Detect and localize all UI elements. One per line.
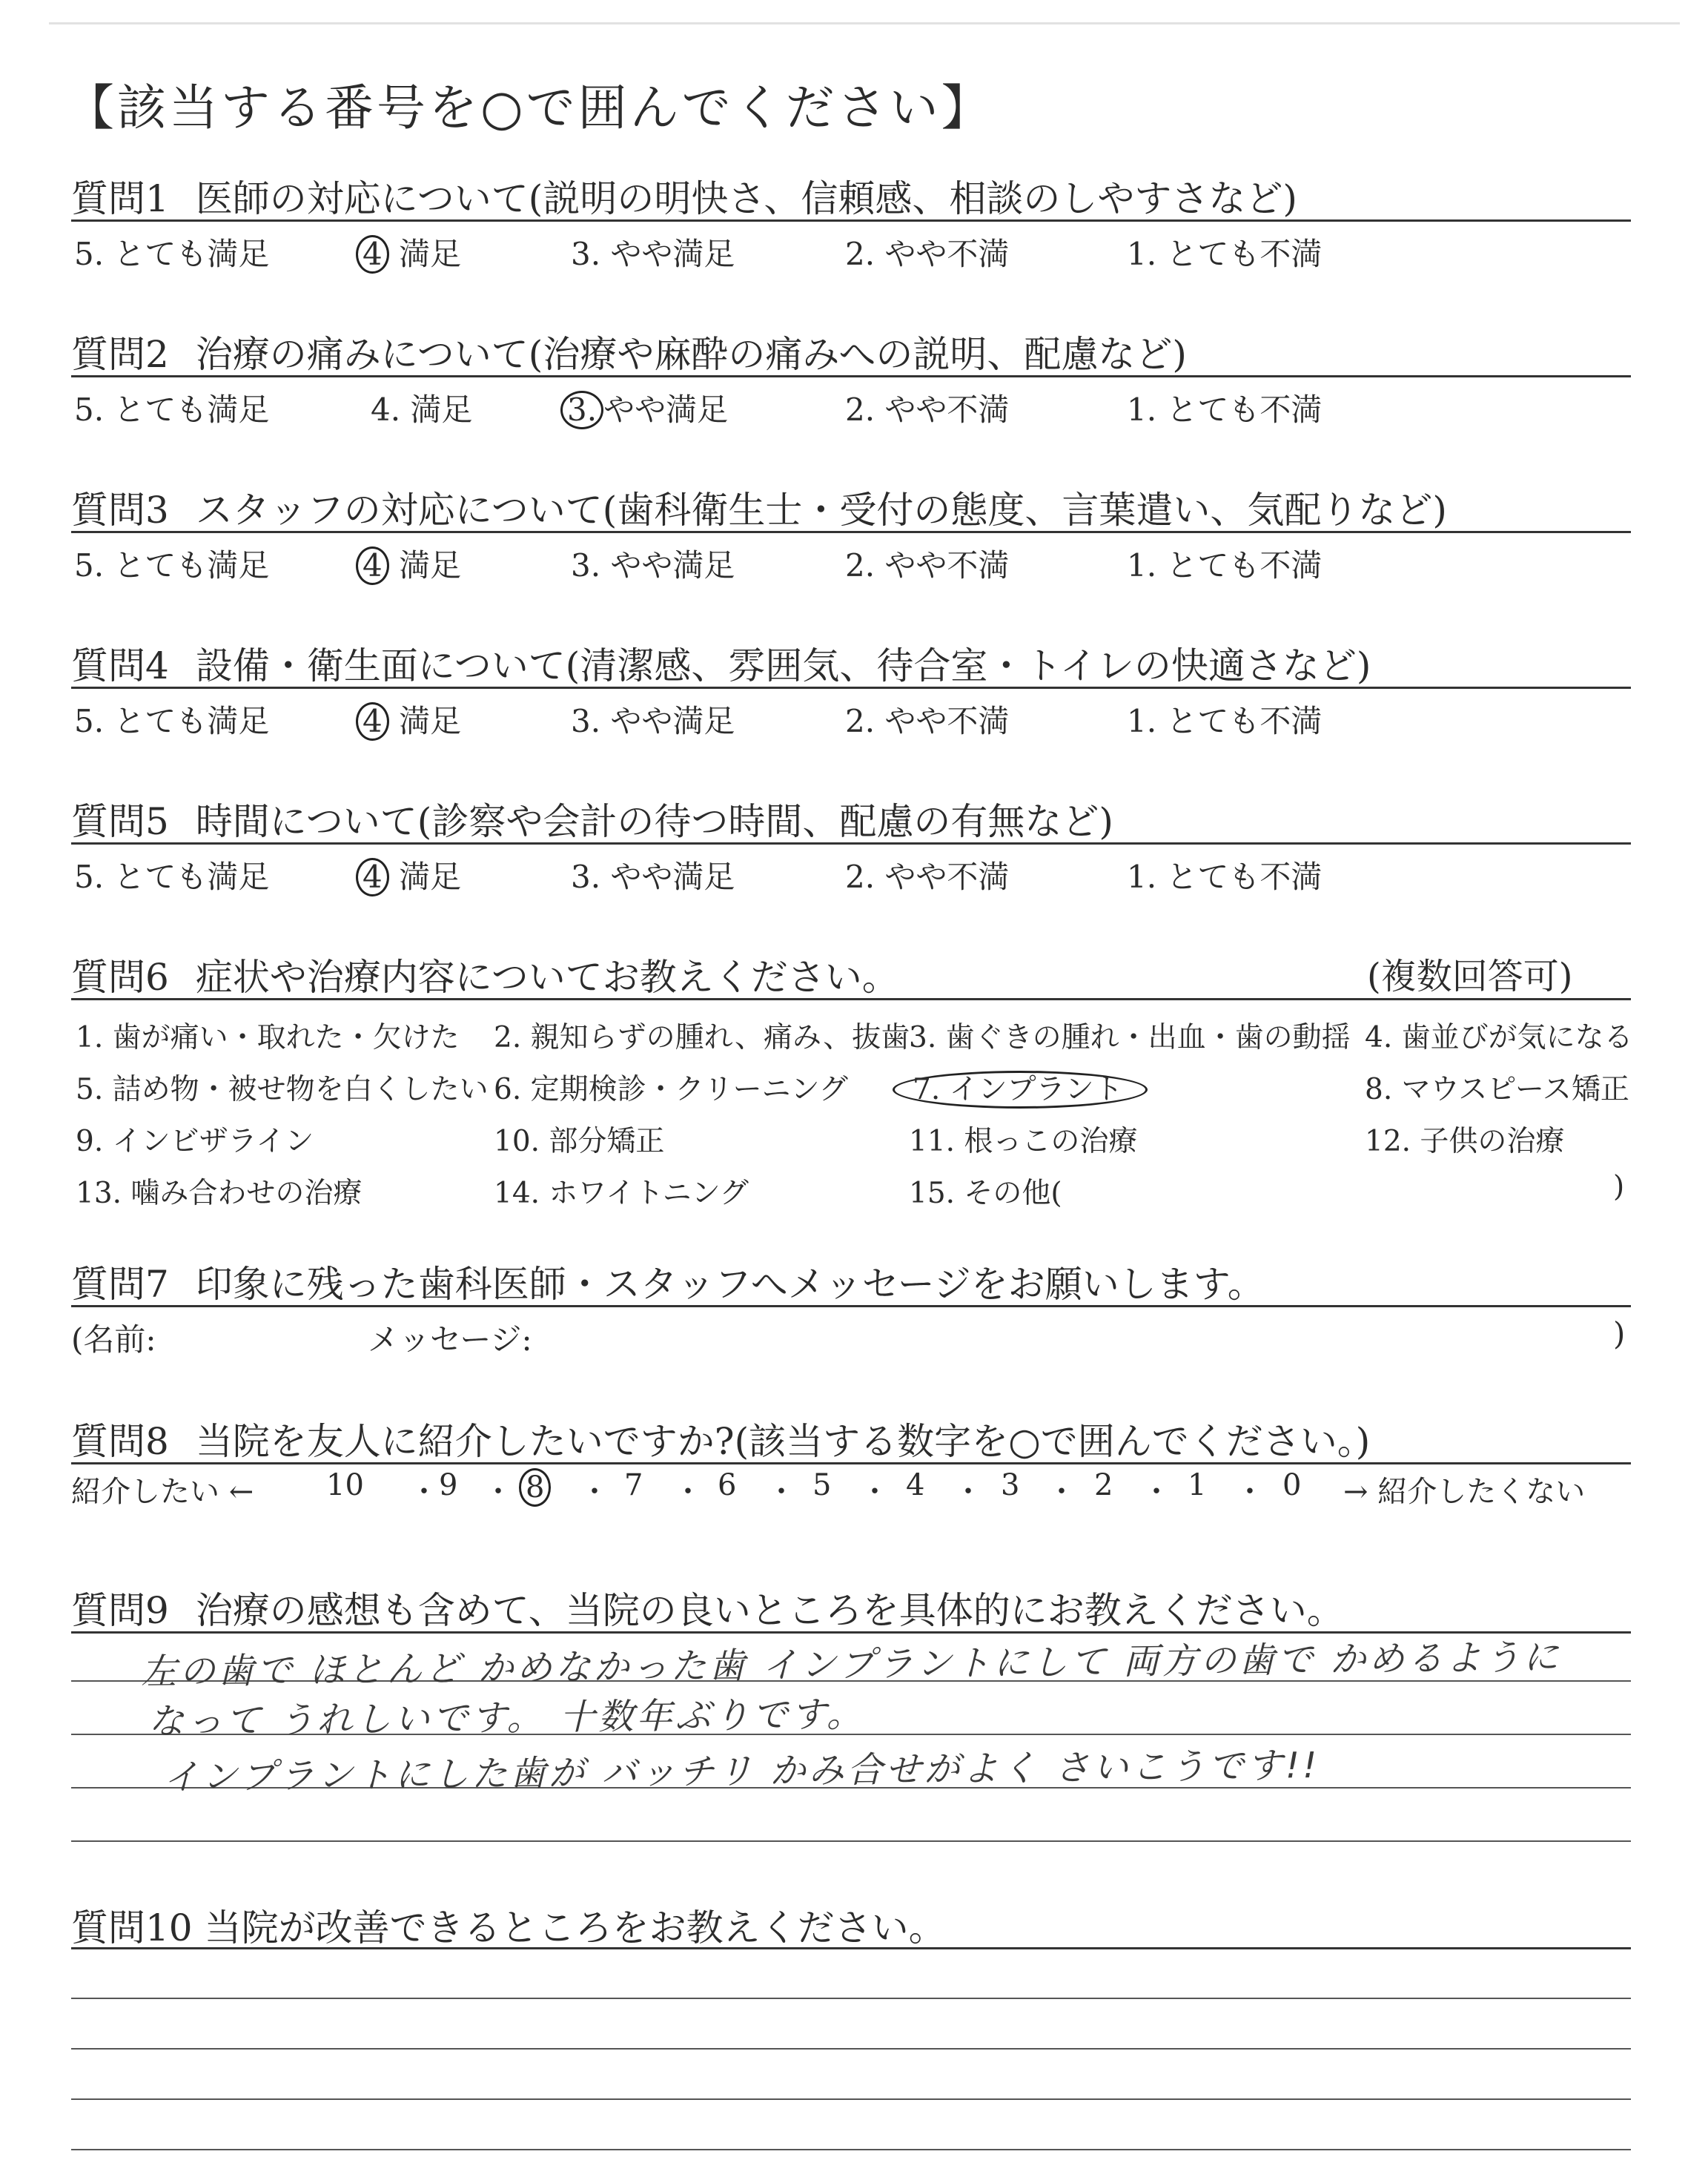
question-label: 質問1 — [71, 177, 169, 220]
rating-option-selected[interactable]: 4 満足 — [356, 541, 461, 586]
scale-dot: ・ — [409, 1475, 439, 1509]
question-label: 質問9 — [71, 1589, 169, 1632]
treatment-option[interactable]: 6. 定期検診・クリーニング — [494, 1073, 848, 1106]
scale-value[interactable]: 1 — [1188, 1468, 1207, 1502]
selection-circle: 4 — [356, 858, 389, 896]
rating-option[interactable]: 2. やや不満 — [845, 236, 1010, 272]
scale-dot: ・ — [673, 1475, 703, 1509]
question-5 — [71, 792, 1628, 845]
question-label: 質問6 — [71, 956, 169, 999]
handwritten-answer-line[interactable]: インプラントにした歯が バッチリ かみ合せがよく さいこうです!! — [162, 1744, 1320, 1799]
question-text: 当院を友人に紹介したいですか?(該当する数字を○で囲んでください。) — [195, 1420, 1371, 1463]
recommend-scale — [71, 1468, 1635, 1513]
selection-circle: 8 — [519, 1468, 551, 1507]
question-rule — [71, 687, 1631, 689]
selection-circle: 3. — [560, 391, 603, 429]
selection-circle: 4 — [356, 702, 389, 741]
rating-option[interactable]: 2. やや不満 — [845, 703, 1010, 739]
rating-option[interactable]: 5. とても満足 — [74, 547, 270, 584]
question-text: 医師の対応について(説明の明快さ、信頼感、相談のしやすさなど) — [195, 177, 1297, 220]
form-title: 【該当する番号を○で囲んでください】 — [65, 79, 993, 136]
scale-dot: ・ — [767, 1475, 796, 1509]
rating-option[interactable]: 3. やや満足 — [571, 236, 735, 272]
treatment-option[interactable]: 3. 歯ぐきの腫れ・出血・歯の動揺 — [909, 1021, 1351, 1054]
treatment-option[interactable]: 4. 歯並びが気になる — [1365, 1021, 1633, 1054]
question-8 — [71, 1412, 1628, 1465]
question-label: 質問5 — [71, 800, 169, 843]
question-label: 質問3 — [71, 489, 169, 532]
treatment-option[interactable]: 5. 詰め物・被せ物を白くしたい — [76, 1073, 489, 1106]
question-rule — [71, 842, 1631, 845]
treatment-option[interactable]: 2. 親知らずの腫れ、痛み、抜歯 — [494, 1021, 910, 1054]
rating-option[interactable]: 3. やや満足 — [571, 547, 735, 584]
question-label: 質問8 — [71, 1420, 169, 1463]
multiple-answer-note: (複数回答可) — [1367, 956, 1573, 997]
rating-option[interactable]: 1. とても不満 — [1127, 859, 1323, 895]
scale-left-label: 紹介したい ← — [71, 1475, 254, 1509]
treatment-option[interactable]: 13. 噛み合わせの治療 — [76, 1177, 363, 1210]
question-text: 当院が改善できるところをお教えください。 — [204, 1906, 946, 1949]
question-rule — [71, 375, 1631, 377]
scale-dot: ・ — [580, 1475, 609, 1509]
rating-option[interactable]: 1. とても不満 — [1127, 392, 1323, 428]
rating-option-selected[interactable]: 3. やや満足 — [560, 386, 728, 430]
scale-value[interactable]: 0 — [1282, 1468, 1302, 1502]
selection-circle: 4 — [356, 235, 389, 274]
rating-option[interactable]: 5. とても満足 — [74, 392, 270, 428]
question-text: 治療の感想も含めて、当院の良いところを具体的にお教えください。 — [195, 1589, 1344, 1632]
scale-dot: ・ — [1142, 1475, 1171, 1509]
rating-option[interactable]: 2. やや不満 — [845, 859, 1010, 895]
answer-line — [71, 1840, 1631, 1842]
rating-option[interactable]: 1. とても不満 — [1127, 236, 1323, 272]
treatment-option[interactable]: 1. 歯が痛い・取れた・欠けた — [76, 1021, 460, 1054]
rating-option[interactable]: 3. やや満足 — [571, 703, 735, 739]
scale-value[interactable]: 5 — [812, 1468, 832, 1502]
treatment-option[interactable]: 8. マウスピース矯正 — [1365, 1073, 1629, 1106]
scale-dot: ・ — [953, 1475, 983, 1509]
top-border — [49, 22, 1680, 24]
scale-dot: ・ — [860, 1475, 890, 1509]
rating-option-selected[interactable]: 4 満足 — [356, 853, 461, 897]
treatment-option[interactable]: 11. 根っこの治療 — [909, 1125, 1138, 1158]
rating-option[interactable]: 3. やや満足 — [571, 859, 735, 895]
scale-value[interactable]: 7 — [624, 1468, 643, 1502]
question-3 — [71, 480, 1628, 534]
question-rule — [71, 1462, 1631, 1464]
question-1 — [71, 169, 1628, 222]
question-2 — [71, 325, 1628, 378]
question-text: 症状や治療内容についてお教えください。 — [195, 956, 899, 999]
question-text: 時間について(診察や会計の待つ時間、配慮の有無など) — [195, 800, 1113, 843]
rating-option[interactable]: 2. やや不満 — [845, 547, 1010, 584]
scale-value[interactable]: 2 — [1094, 1468, 1113, 1502]
question-7 — [71, 1255, 1628, 1308]
scale-value[interactable]: 3 — [1001, 1468, 1020, 1502]
message-close-paren: ) — [1613, 1315, 1626, 1352]
question-label: 質問7 — [71, 1263, 169, 1306]
rating-option[interactable]: 5. とても満足 — [74, 236, 270, 272]
answer-line — [71, 2048, 1631, 2050]
scale-value-selected[interactable] — [519, 1468, 551, 1507]
rating-option[interactable]: 1. とても不満 — [1127, 703, 1323, 739]
treatment-option-selected[interactable] — [909, 1066, 1148, 1108]
question-text: 印象に残った歯科医師・スタッフへメッセージをお願いします。 — [195, 1263, 1265, 1306]
answer-line — [71, 1998, 1631, 1999]
rating-options-4 — [74, 697, 1631, 742]
treatment-option-other[interactable]: 15. その他( — [909, 1177, 1062, 1210]
selection-circle: 4 — [356, 546, 389, 585]
rating-options-1 — [74, 230, 1631, 274]
rating-option[interactable]: 1. とても不満 — [1127, 547, 1323, 584]
scale-value[interactable]: 10 — [326, 1468, 364, 1502]
question-rule — [71, 1305, 1631, 1307]
rating-option-selected[interactable]: 4 満足 — [356, 697, 461, 742]
scale-dot: ・ — [483, 1475, 513, 1509]
question-label: 質問10 — [71, 1906, 193, 1949]
question-rule — [71, 219, 1631, 222]
handwritten-answer-line[interactable]: 左の歯で ほとんど かめなかった歯 インプラントにして 両方の歯で かめるように — [140, 1636, 1562, 1694]
scale-right-label: → 紹介したくない — [1343, 1475, 1586, 1509]
question-4 — [71, 636, 1628, 690]
scale-value[interactable]: 6 — [718, 1468, 737, 1502]
treatment-option[interactable]: 14. ホワイトニング — [494, 1177, 749, 1210]
scale-dot: ・ — [1235, 1475, 1265, 1509]
question-text: 設備・衛生面について(清潔感、雰囲気、待合室・トイレの快適さなど) — [195, 644, 1371, 687]
rating-options-2 — [74, 386, 1631, 430]
message-field-label[interactable]: メッセージ: — [368, 1321, 532, 1358]
question-text: スタッフの対応について(歯科衛生士・受付の態度、言葉遣い、気配りなど) — [195, 489, 1447, 532]
scale-value[interactable]: 9 — [439, 1468, 458, 1502]
handwritten-answer-line[interactable]: なって うれしいです。 十数年ぶりです。 — [148, 1693, 866, 1743]
question-rule — [71, 1947, 1631, 1949]
rating-option[interactable]: 4. 満足 — [371, 392, 473, 428]
question-text: 治療の痛みについて(治療や麻酔の痛みへの説明、配慮など) — [195, 333, 1187, 376]
treatment-option[interactable]: 12. 子供の治療 — [1365, 1125, 1565, 1158]
rating-option[interactable]: 2. やや不満 — [845, 392, 1010, 428]
selection-circle: 7. インプラント — [893, 1071, 1148, 1109]
question-rule — [71, 998, 1631, 1000]
treatment-option[interactable]: 9. インビザライン — [76, 1125, 314, 1158]
question-rule — [71, 531, 1631, 533]
answer-line — [71, 2098, 1631, 2100]
rating-option[interactable]: 5. とても満足 — [74, 859, 270, 895]
answer-line — [71, 2149, 1631, 2150]
question-9 — [71, 1581, 1628, 1634]
treatment-options — [71, 1014, 1635, 1222]
scale-value[interactable]: 4 — [906, 1468, 925, 1502]
rating-options-3 — [74, 541, 1631, 586]
scale-dot: ・ — [1047, 1475, 1076, 1509]
rating-option[interactable]: 5. とても満足 — [74, 703, 270, 739]
question-10 — [71, 1898, 1628, 1952]
question-label: 質問2 — [71, 333, 169, 376]
other-close-paren: ) — [1613, 1170, 1625, 1203]
question-label: 質問4 — [71, 644, 169, 687]
treatment-option[interactable]: 10. 部分矯正 — [494, 1125, 665, 1158]
name-field-label[interactable]: (名前: — [71, 1321, 156, 1358]
rating-option-selected[interactable]: 4 満足 — [356, 230, 461, 274]
rating-options-5 — [74, 853, 1631, 897]
